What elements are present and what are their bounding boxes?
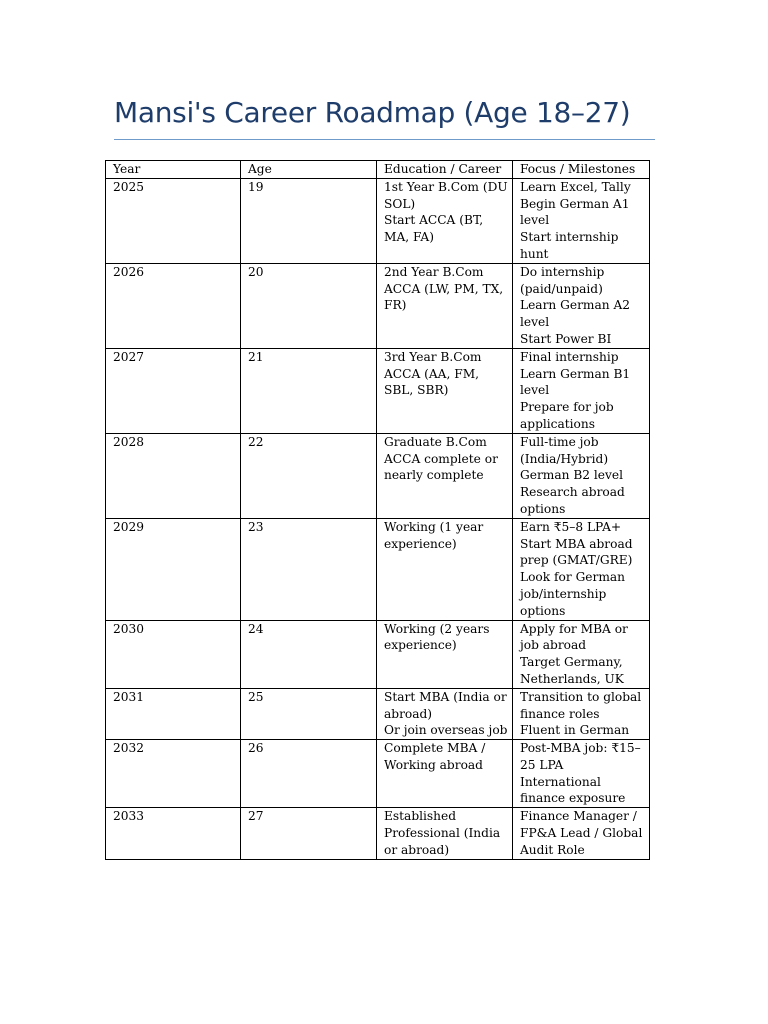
focus-line: Learn German B1 level [520,366,631,398]
table-row [106,808,650,859]
cell-education [377,688,513,739]
cell-year: 2025 [106,178,241,263]
cell-year: 2026 [106,263,241,348]
cell-year: 2029 [106,518,241,620]
education-line: Or join overseas job [384,723,508,738]
cell-year: 2027 [106,348,241,433]
cell-focus [513,263,650,348]
education-line: Start MBA (India or abroad) [384,689,507,721]
cell-focus [513,688,650,739]
focus-line: Start Power BI [520,331,612,346]
table-row [106,263,650,348]
cell-year: 2031 [106,688,241,739]
cell-education [377,808,513,859]
focus-line: Finance Manager / FP&A Lead / Global Audit Role [520,809,643,857]
focus-line: Learn Excel, Tally [520,179,631,194]
focus-line: International finance exposure [520,774,626,806]
education-line: Graduate B.Com [384,434,487,449]
education-line: Working (1 year experience) [384,519,484,551]
cell-education [377,178,513,263]
cell-education [377,348,513,433]
cell-age: 27 [241,808,377,859]
focus-line: Transition to global finance roles [520,689,642,721]
cell-focus [513,433,650,518]
focus-line: Learn German A2 level [520,298,630,330]
cell-year: 2033 [106,808,241,859]
focus-line: Full-time job (India/Hybrid) [520,434,609,466]
focus-line: Final internship [520,349,619,364]
cell-focus [513,348,650,433]
focus-line: Research abroad options [520,485,625,516]
education-line: ACCA complete or nearly complete [384,451,498,483]
table-row [106,620,650,688]
table-row [106,348,650,433]
cell-focus [513,740,650,808]
education-line: ACCA (LW, PM, TX, FR) [384,281,504,313]
cell-age: 21 [241,348,377,433]
cell-focus [513,808,650,859]
focus-line: Look for German job/internship options [520,570,626,618]
cell-age: 24 [241,620,377,688]
table-row [106,740,650,808]
focus-line: German B2 level [520,468,624,483]
focus-line: Apply for MBA or job abroad [520,621,628,653]
focus-line: Fluent in German [520,723,630,738]
focus-line: Begin German A1 level [520,196,630,228]
cell-age: 23 [241,518,377,620]
education-line: Start ACCA (BT, MA, FA) [384,213,484,245]
cell-age: 22 [241,433,377,518]
focus-line: Start MBA abroad prep (GMAT/GRE) [520,536,633,568]
education-line: Established Professional (India or abroad) [384,809,501,857]
cell-age: 25 [241,688,377,739]
education-line: 3rd Year B.Com [384,349,482,364]
focus-line: Start internship hunt [520,230,619,261]
focus-line: Target Germany, Netherlands, UK [520,655,624,686]
header-focus-milestones: Focus / Milestones [513,161,650,179]
cell-age: 26 [241,740,377,808]
cell-focus [513,518,650,620]
header-age: Age [241,161,377,179]
education-line: Complete MBA / Working abroad [384,741,486,772]
cell-year: 2028 [106,433,241,518]
table-header-row [106,161,650,179]
cell-focus [513,178,650,263]
header-year: Year [106,161,241,179]
education-line: Working (2 years experience) [384,621,490,653]
cell-age: 19 [241,178,377,263]
roadmap-table [105,160,650,860]
focus-line: Post-MBA job: ₹15–25 LPA [520,741,641,772]
cell-education [377,740,513,808]
cell-education [377,433,513,518]
cell-age: 20 [241,263,377,348]
focus-line: Earn ₹5–8 LPA+ [520,519,622,534]
education-line: 2nd Year B.Com [384,264,484,279]
cell-year: 2032 [106,740,241,808]
focus-line: Do internship (paid/unpaid) [520,264,605,296]
cell-year: 2030 [106,620,241,688]
education-line: ACCA (AA, FM, SBL, SBR) [384,366,480,398]
page-title: Mansi's Career Roadmap (Age 18–27) [114,96,631,129]
header-education-career: Education / Career [377,161,513,179]
cell-education [377,518,513,620]
table-row [106,518,650,620]
table-row [106,178,650,263]
cell-focus [513,620,650,688]
education-line: 1st Year B.Com (DU SOL) [384,179,508,211]
title-underline [114,139,655,140]
table-row [106,688,650,739]
cell-education [377,263,513,348]
cell-education [377,620,513,688]
focus-line: Prepare for job applications [520,400,614,431]
table-row [106,433,650,518]
